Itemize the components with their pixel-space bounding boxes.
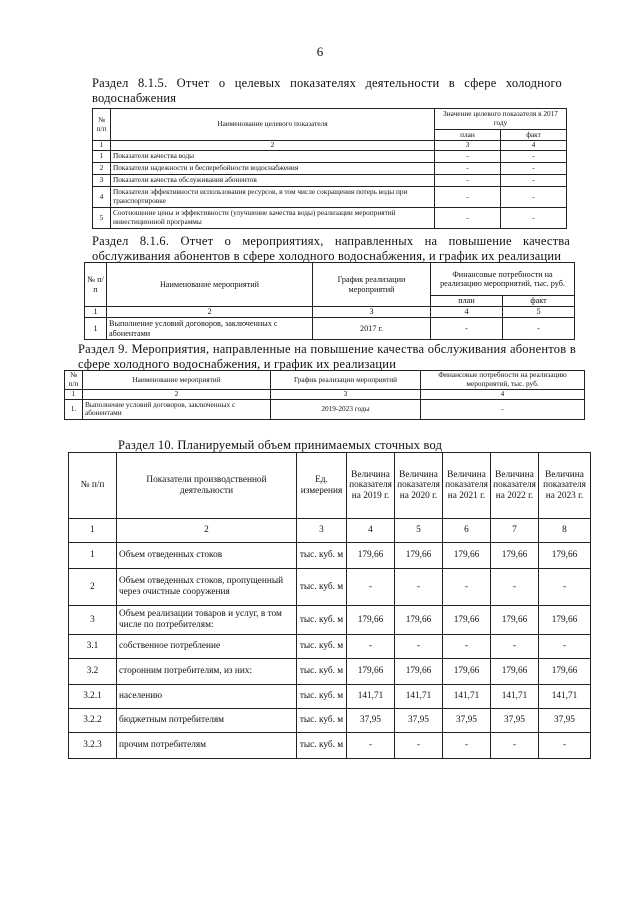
row-value: - (443, 733, 491, 759)
row-name: Показатели эффективности использования ресурсов, в том числе сокращения потерь воды при транспортировке (111, 187, 435, 208)
wastewater-volume-table (68, 452, 591, 759)
row-value: 179,66 (539, 543, 591, 569)
row-unit: тыс. куб. м (297, 543, 347, 569)
col-fact-header: факт (501, 130, 567, 141)
row-unit: тыс. куб. м (297, 659, 347, 685)
row-value: 179,66 (395, 543, 443, 569)
row-plan: - (435, 163, 501, 175)
row-name: населению (117, 685, 297, 709)
row-value: - (491, 733, 539, 759)
row-unit: тыс. куб. м (297, 569, 347, 606)
row-value: 179,66 (347, 543, 395, 569)
col-unit-header: Ед. измерения (297, 453, 347, 519)
row-value: - (491, 635, 539, 659)
row-no: 1 (69, 543, 117, 569)
index-cell: 1 (69, 519, 117, 543)
row-no: 3.2.1 (69, 685, 117, 709)
section-8-1-5-heading: Раздел 8.1.5. Отчет о целевых показателях деятельности в сфере холодного водоснабжения (92, 76, 562, 105)
row-value: 141,71 (443, 685, 491, 709)
row-no: 3 (69, 606, 117, 635)
table-row (85, 318, 575, 340)
col-finance-header: Финансовые потребности на реализацию мероприятий, тыс. руб. (431, 263, 575, 296)
row-value: 179,66 (395, 606, 443, 635)
row-no: 2 (69, 569, 117, 606)
row-finance: - (421, 399, 585, 419)
index-cell: 1 (93, 141, 111, 151)
section-9-heading: Раздел 9. Мероприятия, направленные на повышение качества обслуживания абонентов в сфере холодного водоснабжения, и график их реализации (78, 342, 576, 371)
row-no: 3.2.3 (69, 733, 117, 759)
table-row (93, 163, 567, 175)
row-value: - (491, 569, 539, 606)
row-unit: тыс. куб. м (297, 733, 347, 759)
row-value: 179,66 (539, 606, 591, 635)
row-value: 179,66 (491, 606, 539, 635)
row-value: 179,66 (347, 606, 395, 635)
col-year-header: Величина показателя на 2020 г. (395, 453, 443, 519)
col-value-header: Значение целевого показателя в 2017 году (435, 109, 567, 130)
row-unit: тыс. куб. м (297, 685, 347, 709)
row-value: 179,66 (443, 659, 491, 685)
row-value: 179,66 (491, 659, 539, 685)
row-plan: - (435, 187, 501, 208)
col-plan-header: план (431, 296, 503, 307)
index-cell: 3 (313, 307, 431, 318)
col-name-header: Наименование мероприятий (107, 263, 313, 307)
table-row (69, 635, 591, 659)
index-cell: 2 (83, 390, 271, 400)
row-value: - (539, 733, 591, 759)
col-name-header: Наименование целевого показателя (111, 109, 435, 141)
row-no: 3.2 (69, 659, 117, 685)
col-year-header: Величина показателя на 2022 г. (491, 453, 539, 519)
row-value: - (395, 569, 443, 606)
col-name-header: Наименование мероприятий (83, 371, 271, 390)
row-name: Показатели качества воды (111, 151, 435, 163)
row-value: - (443, 635, 491, 659)
row-no: 3 (93, 175, 111, 187)
table-row (69, 685, 591, 709)
row-fact: - (501, 151, 567, 163)
row-value: - (395, 635, 443, 659)
index-cell: 5 (503, 307, 575, 318)
row-value: 37,95 (347, 709, 395, 733)
page-number: 6 (316, 44, 324, 59)
row-name: Выполнение условий договоров, заключенных с абонентами (83, 399, 271, 419)
table-row (93, 208, 567, 229)
row-name: Показатели качества обслуживания абонентов (111, 175, 435, 187)
row-value: 141,71 (491, 685, 539, 709)
index-cell: 2 (111, 141, 435, 151)
row-plan: - (435, 208, 501, 229)
row-name: Объем реализации товаров и услуг, в том числе по потребителям: (117, 606, 297, 635)
row-value: 141,71 (347, 685, 395, 709)
index-cell: 6 (443, 519, 491, 543)
row-fact: - (501, 208, 567, 229)
table-row (69, 709, 591, 733)
row-value: - (347, 733, 395, 759)
row-no: 4 (93, 187, 111, 208)
row-name: сторонним потребителям, из них: (117, 659, 297, 685)
col-year-header: Величина показателя на 2021 г. (443, 453, 491, 519)
target-indicators-table (92, 108, 567, 229)
index-cell: 3 (435, 141, 501, 151)
table-row (69, 569, 591, 606)
col-year-header: Величина показателя на 2019 г. (347, 453, 395, 519)
service-quality-measures-table (84, 262, 575, 340)
index-cell: 5 (395, 519, 443, 543)
col-name-header: Показатели производственной деятельности (117, 453, 297, 519)
col-no-header: № п/п (69, 453, 117, 519)
row-no: 1 (93, 151, 111, 163)
section-10-heading: Раздел 10. Планируемый объем принимаемых сточных вод (118, 438, 443, 452)
row-no: 2 (93, 163, 111, 175)
row-value: - (395, 733, 443, 759)
row-value: 179,66 (443, 606, 491, 635)
index-cell: 4 (431, 307, 503, 318)
table-row (93, 151, 567, 163)
row-value: 37,95 (443, 709, 491, 733)
col-schedule-header: График реализации мероприятий (271, 371, 421, 390)
index-cell: 8 (539, 519, 591, 543)
row-name: бюджетным потребителям (117, 709, 297, 733)
table-row (65, 399, 585, 419)
row-value: 179,66 (491, 543, 539, 569)
table-row (69, 733, 591, 759)
row-value: - (443, 569, 491, 606)
index-cell: 4 (347, 519, 395, 543)
table-row (93, 187, 567, 208)
col-fact-header: факт (503, 296, 575, 307)
col-schedule-header: График реализации мероприятий (313, 263, 431, 307)
row-schedule: 2019-2023 годы (271, 399, 421, 419)
index-cell: 2 (107, 307, 313, 318)
row-unit: тыс. куб. м (297, 606, 347, 635)
row-fact: - (501, 163, 567, 175)
index-cell: 3 (297, 519, 347, 543)
row-plan: - (431, 318, 503, 340)
table-row (69, 606, 591, 635)
row-value: 141,71 (539, 685, 591, 709)
row-value: 37,95 (491, 709, 539, 733)
table-row (69, 659, 591, 685)
index-cell: 4 (501, 141, 567, 151)
row-no: 1. (65, 399, 83, 419)
col-no-header: № п/п (93, 109, 111, 141)
row-name: Объем отведенных стоков, пропущенный через очистные сооружения (117, 569, 297, 606)
row-value: - (539, 569, 591, 606)
index-cell: 1 (65, 390, 83, 400)
section-9-measures-table (64, 370, 585, 420)
row-value: 179,66 (395, 659, 443, 685)
row-plan: - (435, 151, 501, 163)
row-value: - (539, 635, 591, 659)
col-plan-header: план (435, 130, 501, 141)
row-fact: - (503, 318, 575, 340)
col-year-header: Величина показателя на 2023 г. (539, 453, 591, 519)
table-row (69, 543, 591, 569)
row-name: Объем отведенных стоков (117, 543, 297, 569)
row-value: 179,66 (347, 659, 395, 685)
row-no: 5 (93, 208, 111, 229)
row-value: - (347, 635, 395, 659)
row-no: 3.2.2 (69, 709, 117, 733)
table-row (93, 175, 567, 187)
section-8-1-6-heading: Раздел 8.1.6. Отчет о мероприятиях, направленных на повышение качества обслуживания абонентов в сфере холодного водоснабжения, и график их реализации (92, 234, 570, 263)
row-value: 37,95 (539, 709, 591, 733)
row-value: 179,66 (443, 543, 491, 569)
row-schedule: 2017 г. (313, 318, 431, 340)
row-name: собственное потребление (117, 635, 297, 659)
index-cell: 2 (117, 519, 297, 543)
row-no: 1 (85, 318, 107, 340)
row-no: 3.1 (69, 635, 117, 659)
row-name: Соотношение цены и эффективности (улучшение качества воды) реализации мероприятий инвестиционной программы (111, 208, 435, 229)
row-unit: тыс. куб. м (297, 709, 347, 733)
row-value: 37,95 (395, 709, 443, 733)
col-no-header: № п/п (65, 371, 83, 390)
col-no-header: № п/п (85, 263, 107, 307)
index-cell: 7 (491, 519, 539, 543)
index-cell: 4 (421, 390, 585, 400)
row-value: 179,66 (539, 659, 591, 685)
index-cell: 1 (85, 307, 107, 318)
row-name: Выполнение условий договоров, заключенных с абонентами (107, 318, 313, 340)
row-name: прочим потребителям (117, 733, 297, 759)
col-finance-header: Финансовые потребности на реализацию мероприятий, тыс. руб. (421, 371, 585, 390)
index-cell: 3 (271, 390, 421, 400)
row-fact: - (501, 187, 567, 208)
row-plan: - (435, 175, 501, 187)
row-name: Показатели надежности и бесперебойности водоснабжения (111, 163, 435, 175)
row-value: 141,71 (395, 685, 443, 709)
row-fact: - (501, 175, 567, 187)
row-unit: тыс. куб. м (297, 635, 347, 659)
row-value: - (347, 569, 395, 606)
